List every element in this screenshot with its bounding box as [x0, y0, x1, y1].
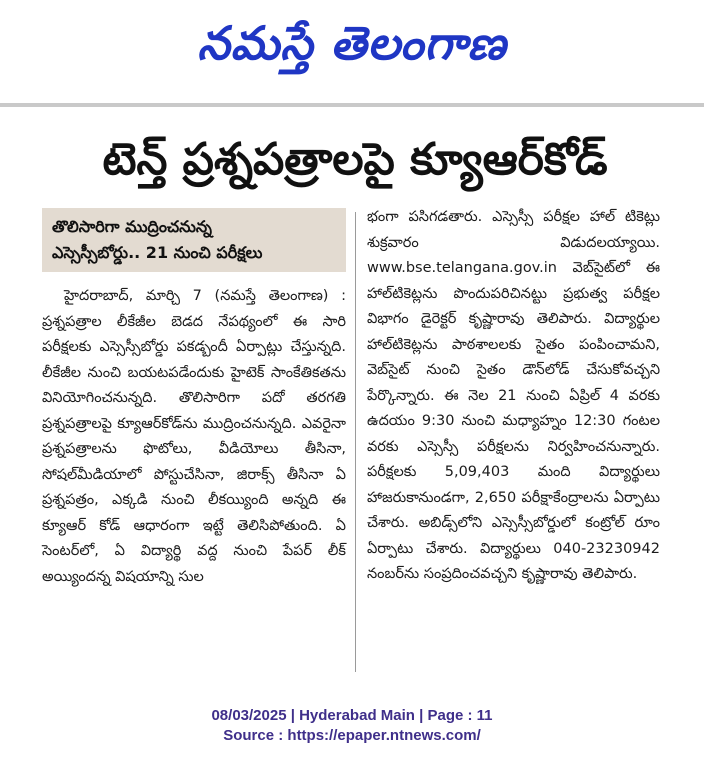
headline-text: టెన్త్ ప్రశ్నపత్రాలపై క్యూఆర్‌కోడ్ [102, 134, 608, 185]
article-left-column [42, 208, 346, 590]
article-headline [30, 125, 680, 195]
left-column-text: హైదరాబాద్, మార్చి 7 (నమస్తే తెలంగాణ) : ప్రశ్నపత్రాల లీకేజీల బెడద నేపథ్యంలో ఈ సారి పరీక్షలకు ఎస్సెస్సీబోర్డు పకడ్బందీ ఏర్పాట్లు చేస్తున్నది. లీకేజీల నుంచి బయటపడేందుకు హైటెక్ సాంకేతికతను వినియోగించనున్నది. తొలిసారిగా పదో తరగతి ప్రశ్నపత్రాలపై క్యూఆర్‌కోడ్‌ను ముద్రించనున్నది. ఎవరైనా ప్రశ్నపత్రాలను ఫొటోలు, వీడియోలు తీసినా, సోషల్‌మీడియాలో పోస్టుచేసినా, జిరాక్స్ తీసినా ఏ ప్రశ్నపత్రం, ఎక్కడి నుంచి లీకయ్యింది అన్నది ఈ క్యూఆర్ కోడ్ ఆధారంగా ఇట్టే తెలిసిపోతుంది. ఏ సెంటర్‌లో, ఏ విద్యార్థి వద్ద నుంచి పేపర్ లీక్ అయ్యిందన్న విషయాన్ని సుల [42, 288, 346, 585]
source-footer [0, 706, 704, 746]
footer-source-link: Source : https://epaper.ntnews.com/ [223, 727, 481, 744]
article-subheadline [42, 208, 346, 272]
masthead-title: నమస్తే తెలంగాణ [197, 16, 507, 70]
footer-edition-info: 08/03/2025 | Hyderabad Main | Page : 11 [211, 707, 493, 724]
right-column-text: భంగా పసిగడతారు. ఎస్సెస్సీ పరీక్షల హాల్ టికెట్లు శుక్రవారం విడుదలయ్యాయి. www.bse.telangana.gov.in వెబ్‌సైట్‌లో ఈ హాల్‌టికెట్లను పొందుపరిచినట్టు ప్రభుత్వ పరీక్షల విభాగం డైరెక్టర్ కృష్ణారావు తెలిపారు. విద్యార్థుల హాల్‌టికెట్లను పాఠశాలలకు సైతం పంపించామని, వెబ్‌సైట్ నుంచి సైతం డౌన్‌లోడ్ చేసుకోవచ్చని పేర్కొన్నారు. ఈ నెల 21 నుంచి ఏప్రిల్ 4 వరకు ఉదయం 9:30 నుంచి మధ్యాహ్నం 12:30 గంటల వరకు ఎస్సెస్సీ పరీక్షలను నిర్వహించనున్నారు. పరీక్షలకు 5,09,403 మంది విద్యార్థులు హాజరుకానుండగా, 2,650 పరీక్షాకేంద్రాలను ఏర్పాటు చేశారు. అబిడ్స్‌లోని ఎస్సెస్సీబోర్డులో కంట్రోల్ రూం ఏర్పాటు చేశారు. విద్యార్థులు 040-23230942 నంబర్‌ను సంప్రదించవచ్చని కృష్ణారావు తెలిపారు. [367, 209, 660, 582]
column-divider [355, 212, 356, 672]
newspaper-masthead [0, 8, 704, 78]
masthead-divider [0, 103, 704, 107]
subheadline-line-1: తొలిసారిగా ముద్రించనున్న [52, 217, 212, 236]
subheadline-line-2: ఎస్సెస్సీబోర్డు.. 21 నుంచి పరీక్షలు [52, 243, 263, 262]
article-right-column [367, 205, 660, 588]
